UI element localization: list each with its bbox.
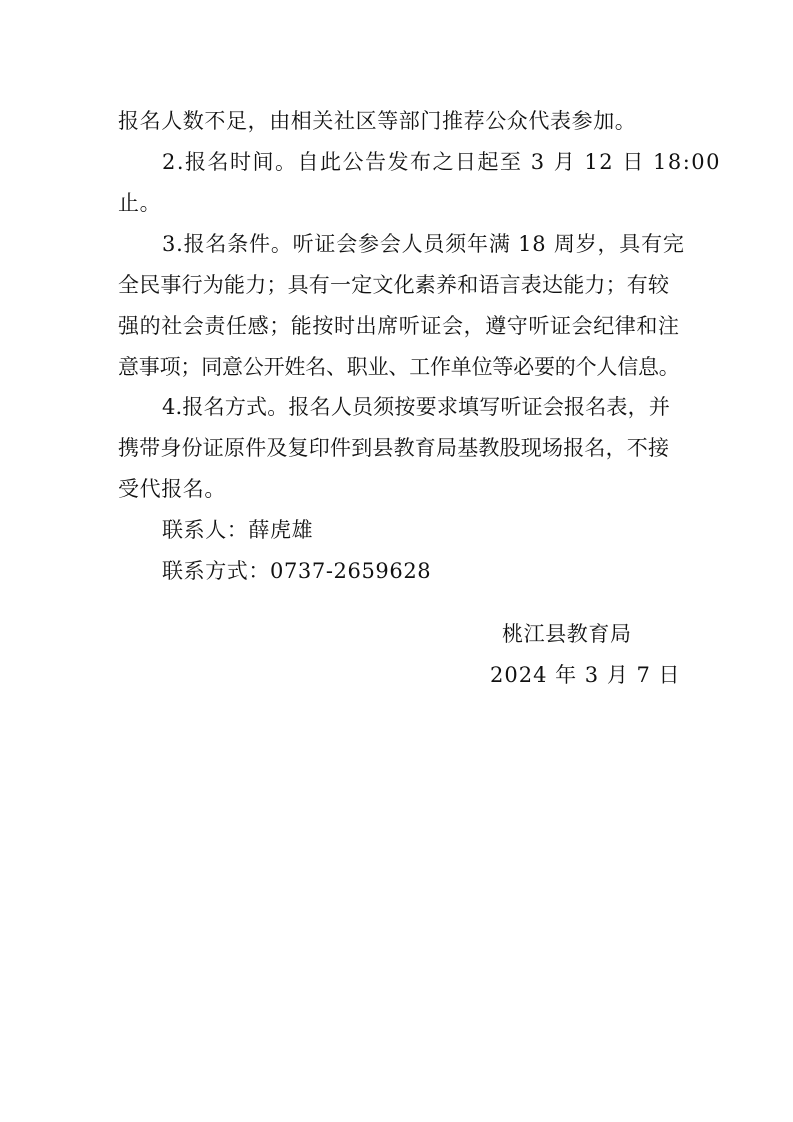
body-line: 强的社会责任感；能按时出席听证会，遵守听证会纪律和注 [118, 314, 680, 338]
body-line: 携带身份证原件及复印件到县教育局基教股现场报名，不接 [118, 436, 670, 460]
issue-date: 2024 年 3 月 7 日 [490, 663, 681, 687]
registration-time-line: 2.报名时间。自此公告发布之日起至 3 月 12 日 18:00 [162, 150, 722, 174]
issuer-name: 桃江县教育局 [502, 622, 632, 646]
body-line: 受代报名。 [118, 477, 226, 501]
body-line: 意事项；同意公开姓名、职业、工作单位等必要的个人信息。 [118, 355, 680, 379]
contact-person: 联系人：薛虎雄 [162, 518, 314, 542]
registration-conditions-line: 3.报名条件。听证会参会人员须年满 18 周岁，具有完 [162, 232, 685, 256]
contact-phone: 联系方式：0737-2659628 [162, 559, 432, 583]
body-line: 止。 [118, 191, 162, 215]
body-line: 全民事行为能力；具有一定文化素养和语言表达能力；有较 [118, 273, 670, 297]
registration-method-line: 4.报名方式。报名人员须按要求填写听证会报名表，并 [162, 395, 671, 419]
body-line: 报名人数不足，由相关社区等部门推荐公众代表参加。 [118, 109, 637, 133]
